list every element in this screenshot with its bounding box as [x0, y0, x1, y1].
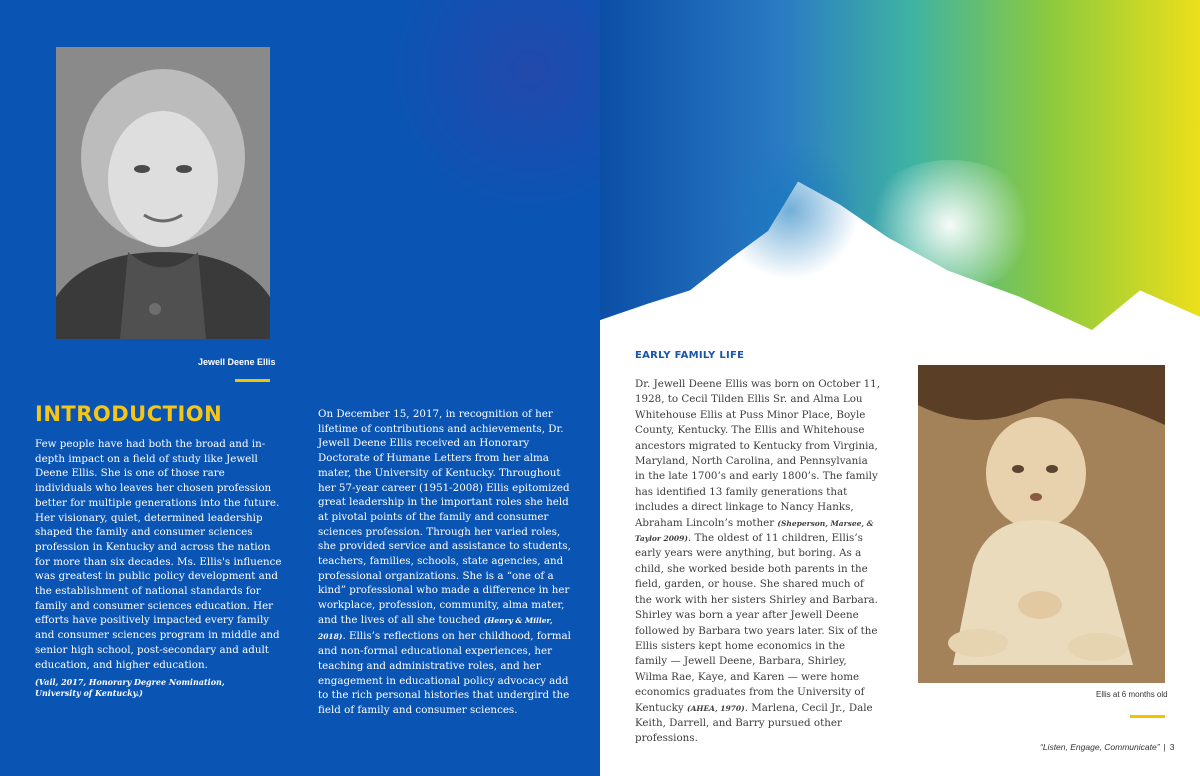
early-life-text-2: . The oldest of 11 children, Ellis’s early years were anything, but boring. As a child, she worked beside both parents in the field, garden, or house. She shared much of the work with her sisters Shirley and Barbara. Shirley was born a year after Jewell Deene followed by Barbara two years later. Six of the Ellis sisters kept home economics in the family — Jewell Deene, Barbara, Shirley, Wilma Rae, Kaye, and Karen — were home economics graduates from the University of Kentucky [635, 532, 878, 714]
portrait-caption: Jewell Deene Ellis [198, 357, 276, 367]
introduction-citation: (Vail, 2017, Honorary Degree Nomination, University of Kentucky.) [35, 677, 225, 698]
footer-tagline: “Listen, Engage, Communicate” [1040, 742, 1160, 752]
intro-column-2-paragraph [318, 407, 571, 718]
baby-caption-rule [1130, 715, 1165, 718]
baby-photo [918, 365, 1165, 683]
portrait-photo [56, 47, 270, 339]
early-life-citation-2: (AHEA, 1970) [687, 703, 745, 713]
early-life-citation-1: (Sheperson, Marsee, & Taylor 2009) [635, 518, 874, 544]
page-number: 3 [1169, 742, 1175, 752]
early-life-text-1: Dr. Jewell Deene Ellis was born on October 11, 1928, to Cecil Tilden Ellis Sr. and Alma Lou Whitehouse Ellis at Puss Minor Place, Boyle County, Kentucky. The Ellis and Whitehouse ancestors migrated to Kentucky from Virginia, Maryland, North Carolina, and Pennsylvania in the late 1700’s and early 1800’s. The family has identified 13 family generations that includes a direct linkage to Nancy Hanks, Abraham Lincoln’s mother [635, 378, 881, 529]
watercolor-splash [600, 0, 1200, 330]
portrait-figure-icon [56, 47, 270, 339]
watercolor-bloom-white [860, 160, 1040, 290]
early-family-life-paragraph [635, 377, 880, 747]
watercolor-bloom-teal [720, 140, 860, 280]
intro-col2-text-2: . Ellis’s reflections on her childhood, formal and non-formal educational experiences, her teaching and administrative roles, and her engagement in educational policy advocacy add to the rich personal histories that undergird the field of family and consumer sciences. [318, 629, 571, 717]
baby-photo-caption: Ellis at 6 months old [1096, 690, 1168, 699]
footer-separator: | [1163, 742, 1166, 752]
intro-col2-text-1: On December 15, 2017, in recognition of her lifetime of contributions and achievements, Dr. Jewell Deene Ellis received an Honorary Doctorate of Humane Letters from her alma mater, the University of Kentucky. Throughout her 57-year career (1951-2008) Ellis epitomized great leadership in the important roles she held at pivotal points of the family and consumer sciences profession. Through her varied roles, she provided service and assistance to students, teachers, families, schools, state agencies, and professional organizations. She is a “one of a kind” professional who made a difference in her workplace, profession, community, alma mater, and the lives of all she touched [318, 408, 571, 626]
early-life-text-3: . Marlena, Cecil Jr., Dale Keith, Darrell, and Barry pursued other professions. [635, 701, 873, 745]
intro-col2-citation: (Henry & Miller, 2018) [318, 615, 553, 641]
introduction-heading: INTRODUCTION [35, 402, 223, 426]
portrait-caption-rule [235, 379, 270, 382]
introduction-paragraph: Few people have had both the broad and in-depth impact on a field of study like Jewell Deene Ellis. She is one of those rare individuals who leaves her chosen profession better for multiple generations into the future. Her visionary, quiet, determined leadership shaped the family and consumer sciences profession in Kentucky and across the nation for more than six decades. Ms. Ellis's influence was greatest in public policy development and the establishment of national standards for family and consumer sciences education. Her efforts have positively impacted every family and consumer sciences program in middle and senior high school, post-secondary and adult education, and higher education. [35, 438, 282, 671]
baby-figure-icon [918, 365, 1165, 683]
early-family-life-heading: EARLY FAMILY LIFE [635, 350, 745, 361]
page-footer [1040, 742, 1174, 752]
